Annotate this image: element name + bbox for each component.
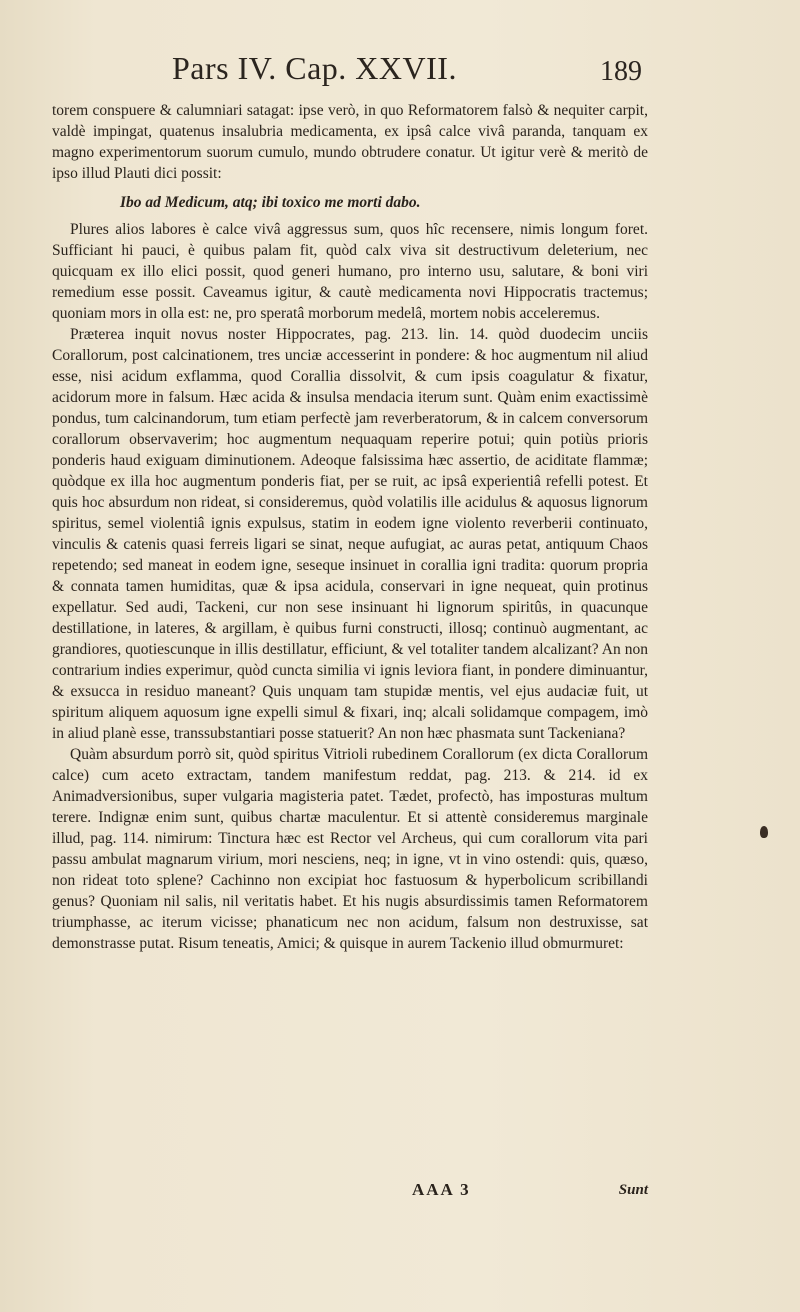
page-number: 189	[600, 56, 642, 87]
page-header	[172, 50, 642, 102]
ink-spot	[760, 826, 768, 838]
paragraph: Præterea inquit novus noster Hippocrates, pag. 213. lin. 14. quòd duodecim unciis Corallorum, post calcinationem, tres unciæ accesserint in pondere: & hoc augmentum nil aliud esse, nisi acidum exflamma, quod Corallia dissolvit, & cum ipsis coagulatur & fixatur, acidorum more in falsum. Hæc acida & insulsa mendacia iterum sunt. Quàm enim exactissimè pondus, tum calcinandorum, tum etiam perfectè jam reverberatorum, & in calcem conversorum corallorum observaverim; hoc augmentum nequaquam reperire potui; quin potiùs prioris ponderis haud exiguam diminutionem. Adeoque falsissima hæc assertio, de aciditate flammæ; quòdque ex illa hoc augmentum ponderis fiat, per se ruit, ac ipsâ experientiâ refelli potest. Et quis hoc absurdum non rideat, si consideremus, quòd volatilis ille acidulus & aquosus lignorum spiritus, semel violentiâ ignis expulsus, statim in eodem igne violento reverberii continuato, vinculis & catenis quasi ferreis ligari se sinat, neque aufugiat, ac auras petat, antiquum Chaos repetendo; sed maneat in eodem igne, seseque insinuet in corallia igni tradita: quorum propria & connata tamen humiditas, quæ & ipsa acidula, conservari in igne nequeat, quin protinus expellatur. Sed audi, Tackeni, cur non sese insinuant hi lignorum spiritûs, in quacunque destillatione, in lateres, & argillam, è quibus furni constructi, illosq; continuò augmentant, ac grandiores, quotiescunque in illis destillatur, efficiunt, & vel totaliter tandem alcalizant? An non contrarium indies experimur, quòd cuncta similia vi ignis leviora fiant, in pondere diminuantur, & exsucca in residuo maneant? Quis unquam tam stupidæ mentis, vel ejus audaciæ fuit, ut spiritum aliquem aquosum igne expelli simul & fixari, inq; alcali solidamque compagem, imò in aliud planè esse, transsubstantiari posse statuerit? An non hæc phasmata sunt Tackeniana?	[52, 326, 648, 742]
running-title: Pars IV. Cap. XXVII.	[172, 50, 457, 86]
main-text	[52, 100, 648, 954]
plautus-quote: Ibo ad Medicum, atq; ibi toxico me morti dabo.	[120, 194, 421, 211]
page-footer	[52, 1180, 648, 1204]
paragraph: torem conspuere & calumniari satagat: ipse verò, in quo Reformatorem falsò & nequiter carpit, valdè impingat, quatenus insalubria medicamenta, ex ipsâ calce vivâ paranda, tanquam ex magno experimentorum suorum cumulo, mundo obtrudere conatur. Ut igitur verè & meritò de ipso illud Plauti dici possit:	[52, 102, 648, 182]
signature-mark: AAA 3	[412, 1180, 471, 1199]
catchword: Sunt	[618, 1182, 648, 1198]
paragraph: Plures alios labores è calce vivâ aggressus sum, quos hîc recensere, nimis longum foret. Sufficiant hi pauci, è quibus palam fit, quòd calx viva sit destructivum deleterium, nec quicquam ex illo elici possit, quod generi humano, pro interno usu, salutare, & boni viri remedium esse possit. Caveamus igitur, & cautè medicamenta novi Hippocratis tractemus; quoniam mors in olla est: ne, pro speratâ morborum medelâ, mortem nobis acceleremus.	[52, 221, 648, 322]
paragraph: Quàm absurdum porrò sit, quòd spiritus Vitrioli rubedinem Corallorum (ex dicta Corallorum calce) cum aceto extractam, tandem manifestum reddat, pag. 213. & 214. id ex Animadversionibus, super vulgaria magisteria patet. Tædet, profectò, has imposturas multum terere. Indignæ enim sunt, quibus chartæ maculentur. Et si attentè consideremus marginale illud, pag. 114. nimirum: Tinctura hæc est Rector vel Archeus, qui cum corallorum vita pari passu ambulat magnarum virium, mori nesciens, neq; in igne, vt in vino ostendi: quis, quæso, non rideat toto splene? Cachinno non excipiat hoc fastuosum & hyperbolicum scribillandi genus? Quoniam nil salis, nil veritatis habet. Et his nugis absurdissimis tamen Reformatorem triumphasse, ac iterum vicisse; phanaticum nec non acidum, falsum non destruxisse, sat demonstrasse putat. Risum teneatis, Amici; & quisque in aurem Tackenio illud obmurmuret:	[52, 746, 648, 952]
